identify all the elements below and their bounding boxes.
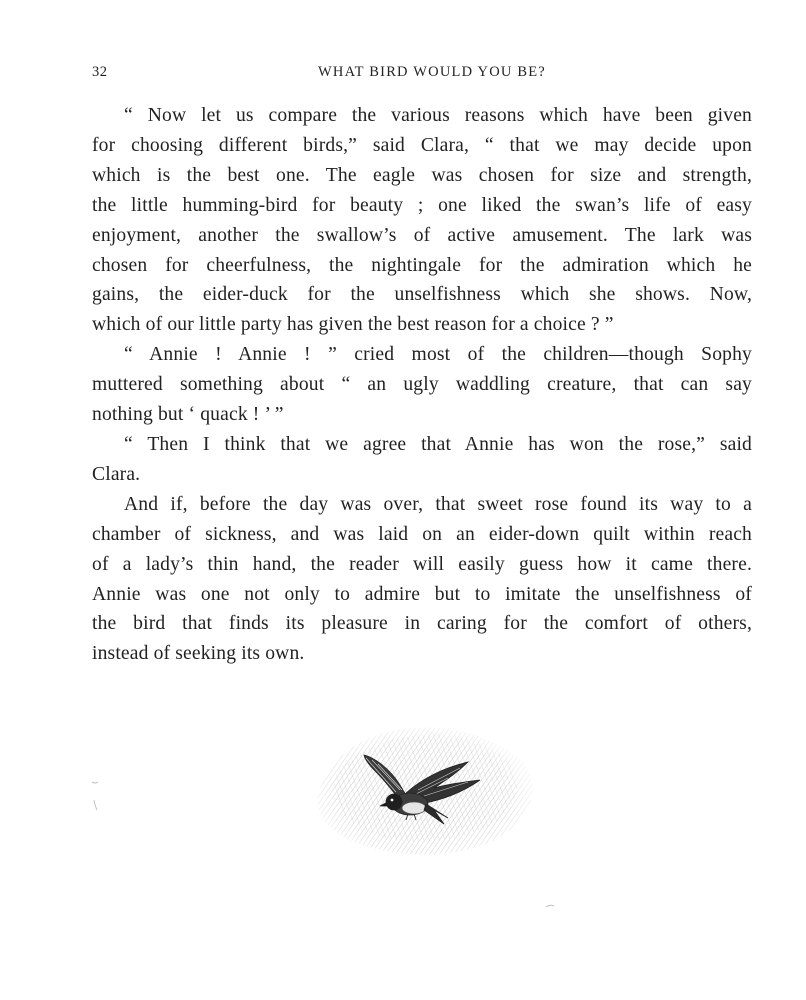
- text-line: which is the best one. The eagle was chosen for size and strength,: [92, 164, 752, 186]
- paragraph-compare-reasons: [92, 101, 752, 340]
- text-line: the little humming-bird for beauty ; one liked the swan’s life of easy: [92, 194, 752, 216]
- text-line: for choosing different birds,” said Clara, “ that we may decide upon: [92, 134, 752, 156]
- running-title: WHAT BIRD WOULD YOU BE?: [318, 64, 546, 80]
- paragraph-rose-sickroom: [92, 490, 752, 669]
- text-line: gains, the eider-duck for the unselfishness which she shows. Now,: [92, 284, 752, 306]
- text-line: muttered something about “ an ugly waddling creature, that can say: [92, 374, 752, 396]
- text-line: “ Then I think that we agree that Annie has won the rose,” said: [124, 433, 752, 455]
- paragraph-annie-wins-rose: [92, 430, 752, 490]
- text-line: nothing but ‘ quack ! ’ ”: [92, 404, 284, 426]
- text-line: Annie was one not only to admire but to imitate the unselfishness of: [92, 583, 752, 605]
- text-line: “ Annie ! Annie ! ” cried most of the children—though Sophy: [124, 344, 752, 366]
- page-number: 32: [92, 64, 108, 80]
- text-line: instead of seeking its own.: [92, 643, 305, 665]
- running-head: [92, 64, 752, 86]
- body-text: [92, 101, 752, 669]
- scan-speck: [544, 902, 556, 910]
- text-line: And if, before the day was over, that sweet rose found its way to a: [124, 493, 752, 515]
- text-line: “ Now let us compare the various reasons which have been given: [124, 105, 752, 126]
- text-line: the bird that finds its pleasure in caring for the comfort of others,: [92, 613, 752, 635]
- text-line: of a lady’s thin hand, the reader will easily guess how it came there.: [92, 553, 752, 575]
- text-line: chosen for cheerfulness, the nightingale for the admiration which he: [92, 254, 752, 276]
- text-line: enjoyment, another the swallow’s of active amusement. The lark was: [92, 224, 752, 246]
- text-line: which of our little party has given the best reason for a choice ? ”: [92, 314, 614, 336]
- paragraph-annie-chosen: [92, 340, 752, 430]
- swallow-bird-engraving-icon: [298, 700, 546, 870]
- text-line: chamber of sickness, and was laid on an eider-down quilt within reach: [92, 523, 752, 545]
- scan-speck: [88, 778, 108, 818]
- text-line: Clara.: [92, 463, 141, 485]
